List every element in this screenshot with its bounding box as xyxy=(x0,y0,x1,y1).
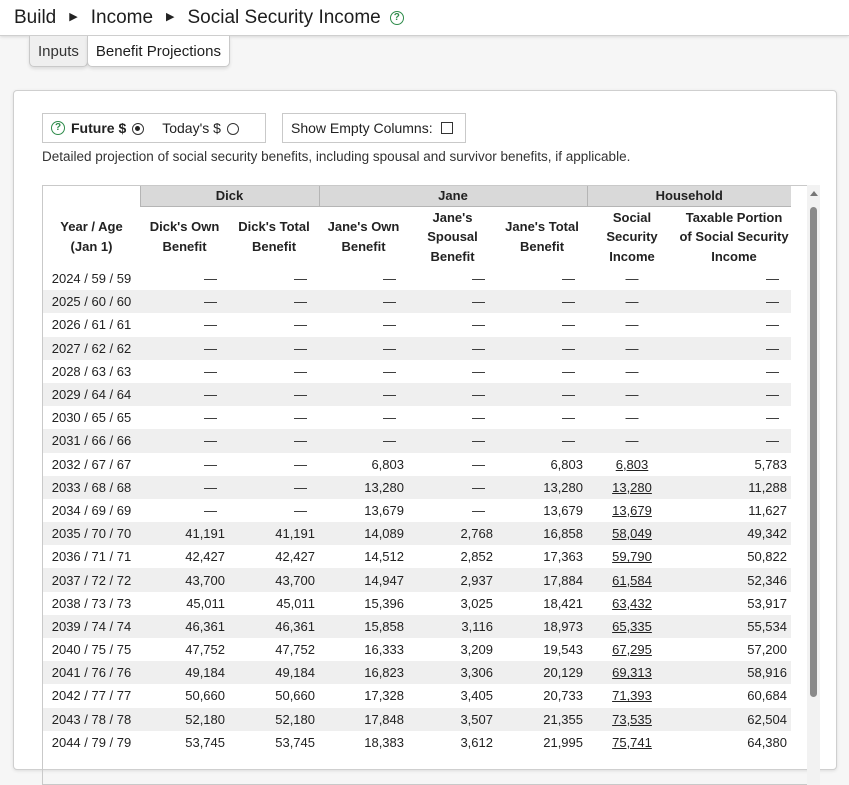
table-row xyxy=(43,684,791,707)
table-cell: 46,361 xyxy=(229,615,319,638)
table-cell: 3,209 xyxy=(408,638,497,661)
table-cell: — xyxy=(408,313,497,336)
table-row xyxy=(43,615,791,638)
table-cell xyxy=(587,499,677,522)
scroll-thumb[interactable] xyxy=(810,207,817,697)
description-text: Detailed projection of social security benefits, including spousal and survivor benefits, if applicable. xyxy=(42,149,631,164)
table-cell: 17,848 xyxy=(319,708,408,731)
table-cell: — xyxy=(587,360,677,383)
table-cell: 6,803 xyxy=(319,453,408,476)
table-cell: — xyxy=(677,383,791,406)
table-cell: 2039 / 74 / 74 xyxy=(43,615,140,638)
table-cell xyxy=(587,568,677,591)
table-cell: 50,660 xyxy=(229,684,319,707)
table-cell: 47,752 xyxy=(140,638,229,661)
breadcrumb-bar xyxy=(0,0,849,36)
table-cell: 2,937 xyxy=(408,568,497,591)
table-cell: 17,884 xyxy=(497,568,587,591)
table-row xyxy=(43,522,791,545)
table-cell xyxy=(587,731,677,754)
table-cell: — xyxy=(587,290,677,313)
table-cell: — xyxy=(677,360,791,383)
table-cell: — xyxy=(408,406,497,429)
table-cell: 2,768 xyxy=(408,522,497,545)
social-security-income-link[interactable]: 65,335 xyxy=(612,618,652,634)
breadcrumb-separator-icon: ▶ xyxy=(166,11,175,23)
table-cell: — xyxy=(229,406,319,429)
table-cell: — xyxy=(408,337,497,360)
table-cell: — xyxy=(319,290,408,313)
table-cell: 2029 / 64 / 64 xyxy=(43,383,140,406)
breadcrumb-separator-icon: ▶ xyxy=(69,11,78,23)
table-cell: 2032 / 67 / 67 xyxy=(43,453,140,476)
social-security-income-link[interactable]: 63,432 xyxy=(612,595,652,611)
table-cell: — xyxy=(677,429,791,452)
col-janes-own-benefit[interactable]: Jane's Own Benefit xyxy=(319,206,408,267)
table-cell: 2038 / 73 / 73 xyxy=(43,592,140,615)
table-cell: 2044 / 79 / 79 xyxy=(43,731,140,754)
table-cell: — xyxy=(229,360,319,383)
table-cell: — xyxy=(229,383,319,406)
table-cell: — xyxy=(677,313,791,336)
table-cell xyxy=(587,708,677,731)
table-cell: — xyxy=(319,267,408,290)
projection-card xyxy=(13,90,837,770)
table-cell: — xyxy=(408,267,497,290)
table-cell: 49,342 xyxy=(677,522,791,545)
table-cell xyxy=(587,615,677,638)
table-cell: — xyxy=(408,383,497,406)
table-cell: 11,627 xyxy=(677,499,791,522)
table-cell: — xyxy=(497,290,587,313)
table-row xyxy=(43,453,791,476)
table-cell: 2030 / 65 / 65 xyxy=(43,406,140,429)
social-security-income-link[interactable]: 13,280 xyxy=(612,479,652,495)
table-cell xyxy=(587,661,677,684)
table-cell: — xyxy=(319,383,408,406)
tab-inputs[interactable]: Inputs xyxy=(29,36,88,67)
column-headers xyxy=(43,206,791,267)
future-dollars-radio[interactable] xyxy=(132,123,144,135)
table-cell: 20,129 xyxy=(497,661,587,684)
table-cell: 13,280 xyxy=(497,476,587,499)
col-year-age[interactable]: Year / Age (Jan 1) xyxy=(43,206,140,267)
table-cell: 41,191 xyxy=(140,522,229,545)
table-cell: 2033 / 68 / 68 xyxy=(43,476,140,499)
table-cell: 19,543 xyxy=(497,638,587,661)
table-cell: — xyxy=(140,267,229,290)
table-cell: 18,421 xyxy=(497,592,587,615)
social-security-income-link[interactable]: 73,535 xyxy=(612,711,652,727)
table-row xyxy=(43,661,791,684)
todays-dollars-radio[interactable] xyxy=(227,123,239,135)
table-cell: 2043 / 78 / 78 xyxy=(43,708,140,731)
table-cell: 53,917 xyxy=(677,592,791,615)
group-dick: Dick xyxy=(140,186,319,206)
projection-table xyxy=(42,185,809,785)
table-cell: 16,858 xyxy=(497,522,587,545)
table-cell: 16,823 xyxy=(319,661,408,684)
table-cell: — xyxy=(497,429,587,452)
table-cell: 43,700 xyxy=(229,568,319,591)
breadcrumb-build[interactable]: Build xyxy=(14,6,57,28)
table-cell: 3,405 xyxy=(408,684,497,707)
table-cell: — xyxy=(677,337,791,360)
col-janes-total-benefit[interactable]: Jane's Total Benefit xyxy=(497,206,587,267)
col-janes-spousal-benefit[interactable]: Jane's Spousal Benefit xyxy=(408,206,497,267)
col-social-security-income[interactable]: Social Security Income xyxy=(587,206,677,267)
table-cell: 2034 / 69 / 69 xyxy=(43,499,140,522)
table-row xyxy=(43,708,791,731)
table-cell: — xyxy=(408,429,497,452)
table-row xyxy=(43,267,791,290)
help-icon[interactable]: ? xyxy=(51,121,65,135)
col-taxable-portion[interactable]: Taxable Portion of Social Security Income xyxy=(677,206,791,267)
table-cell: — xyxy=(229,453,319,476)
table-cell: — xyxy=(587,429,677,452)
table-cell: 46,361 xyxy=(140,615,229,638)
table-cell: 18,383 xyxy=(319,731,408,754)
table-cell: 2027 / 62 / 62 xyxy=(43,337,140,360)
table-cell: — xyxy=(319,360,408,383)
table-cell: — xyxy=(229,476,319,499)
table-row xyxy=(43,568,791,591)
group-jane: Jane xyxy=(319,186,587,206)
table-cell: 2031 / 66 / 66 xyxy=(43,429,140,452)
table-cell: 11,288 xyxy=(677,476,791,499)
table-cell: — xyxy=(229,499,319,522)
table-cell: — xyxy=(587,267,677,290)
table-cell: — xyxy=(408,499,497,522)
table-cell xyxy=(587,476,677,499)
table-cell: 52,346 xyxy=(677,568,791,591)
table-cell: 20,733 xyxy=(497,684,587,707)
table-cell: — xyxy=(229,267,319,290)
col-dicks-total-benefit[interactable]: Dick's Total Benefit xyxy=(229,206,319,267)
table-cell: 53,745 xyxy=(140,731,229,754)
table-cell: 2,852 xyxy=(408,545,497,568)
table-cell: — xyxy=(140,290,229,313)
table-cell: 5,783 xyxy=(677,453,791,476)
table-cell: 18,973 xyxy=(497,615,587,638)
table-cell: 52,180 xyxy=(229,708,319,731)
dollar-mode-toggle xyxy=(42,113,266,143)
table-cell: 2025 / 60 / 60 xyxy=(43,290,140,313)
table-cell: 55,534 xyxy=(677,615,791,638)
table-cell: 45,011 xyxy=(140,592,229,615)
table-cell: — xyxy=(408,453,497,476)
table-cell: — xyxy=(587,337,677,360)
table-row xyxy=(43,545,791,568)
table-cell: — xyxy=(497,337,587,360)
table-cell: — xyxy=(587,406,677,429)
table-cell: 58,916 xyxy=(677,661,791,684)
table-cell: 52,180 xyxy=(140,708,229,731)
table-cell: 57,200 xyxy=(677,638,791,661)
table-cell: 45,011 xyxy=(229,592,319,615)
table-cell: 2042 / 77 / 77 xyxy=(43,684,140,707)
page-title: Social Security Income xyxy=(187,6,381,28)
table-cell: — xyxy=(408,290,497,313)
group-household: Household xyxy=(587,186,791,206)
table-cell: 21,995 xyxy=(497,731,587,754)
table-cell: 6,803 xyxy=(497,453,587,476)
social-security-income-link[interactable]: 75,741 xyxy=(612,734,652,750)
table-cell: — xyxy=(319,429,408,452)
todays-dollars-label: Today's $ xyxy=(162,120,221,136)
table-cell: — xyxy=(229,313,319,336)
table-cell: 3,306 xyxy=(408,661,497,684)
table-cell: 2026 / 61 / 61 xyxy=(43,313,140,336)
table-row xyxy=(43,383,791,406)
table-cell: 49,184 xyxy=(140,661,229,684)
table-cell: 60,684 xyxy=(677,684,791,707)
table-cell: 16,333 xyxy=(319,638,408,661)
table-row xyxy=(43,638,791,661)
table-cell: — xyxy=(229,290,319,313)
table-cell: — xyxy=(497,383,587,406)
social-security-income-link[interactable]: 59,790 xyxy=(612,549,652,565)
table-cell: 3,025 xyxy=(408,592,497,615)
table-cell: 14,089 xyxy=(319,522,408,545)
table-cell: 50,822 xyxy=(677,545,791,568)
table-cell: 42,427 xyxy=(140,545,229,568)
col-dicks-own-benefit[interactable]: Dick's Own Benefit xyxy=(140,206,229,267)
table-cell: — xyxy=(140,313,229,336)
table-scrollbar[interactable] xyxy=(807,185,820,785)
table-cell: 2041 / 76 / 76 xyxy=(43,661,140,684)
table-row xyxy=(43,313,791,336)
table-row xyxy=(43,592,791,615)
table-cell: — xyxy=(497,267,587,290)
table-cell: 47,752 xyxy=(229,638,319,661)
table-cell: 14,512 xyxy=(319,545,408,568)
table-cell: 2037 / 72 / 72 xyxy=(43,568,140,591)
table-cell: — xyxy=(587,313,677,336)
table-cell: — xyxy=(140,360,229,383)
table-cell: — xyxy=(408,360,497,383)
table-cell: — xyxy=(229,337,319,360)
table-cell: — xyxy=(677,267,791,290)
table-cell: 15,858 xyxy=(319,615,408,638)
show-empty-columns-label: Show Empty Columns: xyxy=(291,120,433,136)
table-cell: 43,700 xyxy=(140,568,229,591)
table-cell xyxy=(587,684,677,707)
social-security-income-link[interactable]: 71,393 xyxy=(612,688,652,704)
scroll-up-arrow-icon[interactable] xyxy=(810,191,818,196)
table-cell: 53,745 xyxy=(229,731,319,754)
table-cell: — xyxy=(319,337,408,360)
table-cell xyxy=(587,545,677,568)
social-security-income-link[interactable]: 6,803 xyxy=(615,456,649,472)
table-cell: — xyxy=(229,429,319,452)
table-cell: — xyxy=(140,476,229,499)
breadcrumb-income[interactable]: Income xyxy=(90,6,154,28)
tab-bar xyxy=(29,36,230,67)
table-cell: 2040 / 75 / 75 xyxy=(43,638,140,661)
table-row xyxy=(43,406,791,429)
table-cell: — xyxy=(587,383,677,406)
table-cell: 62,504 xyxy=(677,708,791,731)
table-cell: — xyxy=(319,406,408,429)
table-cell: 41,191 xyxy=(229,522,319,545)
social-security-income-link[interactable]: 69,313 xyxy=(612,665,652,681)
table-row xyxy=(43,290,791,313)
table-row xyxy=(43,429,791,452)
table-cell: — xyxy=(140,406,229,429)
table-cell: 50,660 xyxy=(140,684,229,707)
table-cell: 3,612 xyxy=(408,731,497,754)
table-cell: — xyxy=(497,360,587,383)
social-security-income-link[interactable]: 13,679 xyxy=(612,502,652,518)
table-cell: — xyxy=(140,453,229,476)
table-cell: 2028 / 63 / 63 xyxy=(43,360,140,383)
table-cell: 13,679 xyxy=(319,499,408,522)
table-cell: — xyxy=(497,406,587,429)
table-cell: — xyxy=(140,429,229,452)
table-cell: 49,184 xyxy=(229,661,319,684)
show-empty-columns-control xyxy=(282,113,466,143)
social-security-income-link[interactable]: 58,049 xyxy=(612,526,652,542)
table-cell: 17,328 xyxy=(319,684,408,707)
table-cell: — xyxy=(677,290,791,313)
help-icon[interactable]: ? xyxy=(390,11,404,25)
table-cell: — xyxy=(677,406,791,429)
table-cell xyxy=(587,592,677,615)
table-cell: 13,679 xyxy=(497,499,587,522)
table-cell: — xyxy=(140,337,229,360)
table-cell: 17,363 xyxy=(497,545,587,568)
table-row xyxy=(43,499,791,522)
table-cell: — xyxy=(497,313,587,336)
show-empty-columns-checkbox[interactable] xyxy=(441,122,453,134)
table-row xyxy=(43,476,791,499)
social-security-income-link[interactable]: 61,584 xyxy=(612,572,652,588)
table-cell: 13,280 xyxy=(319,476,408,499)
table-row xyxy=(43,360,791,383)
table-cell: 15,396 xyxy=(319,592,408,615)
table-cell: 3,116 xyxy=(408,615,497,638)
table-cell: 14,947 xyxy=(319,568,408,591)
table-cell: 3,507 xyxy=(408,708,497,731)
table-cell: — xyxy=(140,499,229,522)
table-cell: — xyxy=(319,313,408,336)
table-cell: — xyxy=(408,476,497,499)
table-cell: 2036 / 71 / 71 xyxy=(43,545,140,568)
table-cell: 21,355 xyxy=(497,708,587,731)
table-cell: — xyxy=(140,383,229,406)
table-row xyxy=(43,337,791,360)
social-security-income-link[interactable]: 67,295 xyxy=(612,642,652,658)
future-dollars-label: Future $ xyxy=(71,120,127,136)
table-cell: 2035 / 70 / 70 xyxy=(43,522,140,545)
table-cell: 2024 / 59 / 59 xyxy=(43,267,140,290)
table-cell xyxy=(587,522,677,545)
table-cell xyxy=(587,453,677,476)
tab-benefit-projections[interactable]: Benefit Projections xyxy=(87,36,230,67)
table-cell xyxy=(587,638,677,661)
table-row xyxy=(43,731,791,754)
table-cell: 42,427 xyxy=(229,545,319,568)
table-cell: 64,380 xyxy=(677,731,791,754)
